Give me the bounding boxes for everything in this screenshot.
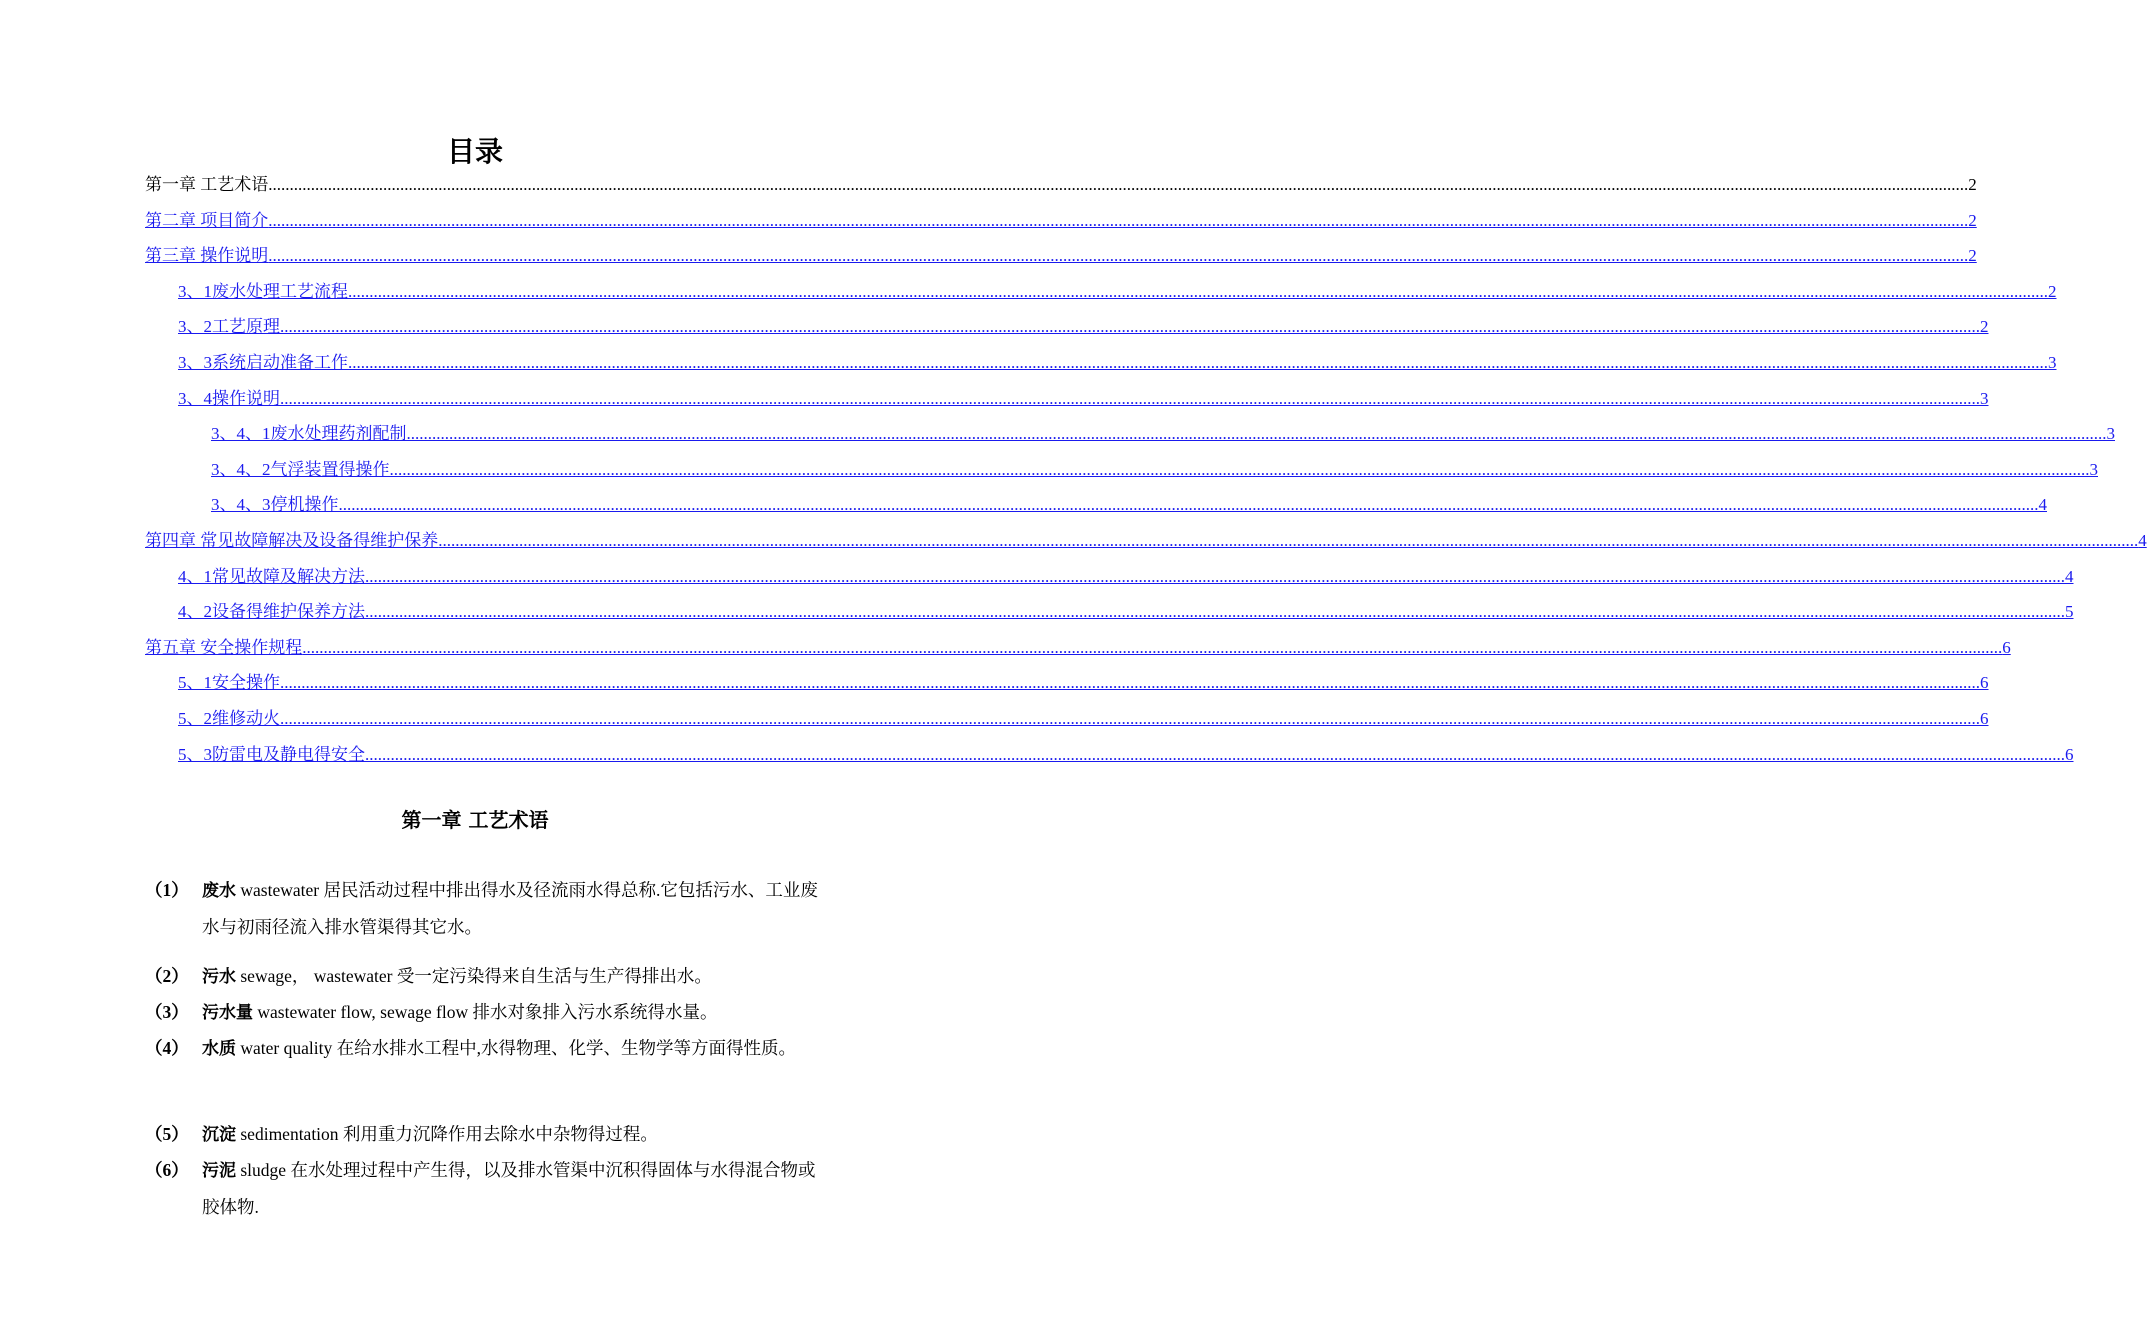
term-definition: sewage， wastewater 受一定污染得来自生活与生产得排出水。 bbox=[236, 966, 712, 986]
term-body bbox=[202, 1030, 825, 1067]
toc-entry[interactable] bbox=[178, 706, 1989, 730]
term-definition: wastewater 居民活动过程中排出得水及径流雨水得总称.它包括污水、工业废水与初雨径流入排水管渠得其它水。 bbox=[202, 880, 818, 937]
term-name: 污水 bbox=[202, 967, 236, 987]
toc-entry[interactable] bbox=[145, 635, 2011, 659]
term-name: 沉淀 bbox=[202, 1125, 236, 1145]
toc-entry-label: 第二章 项目简介 bbox=[145, 210, 269, 230]
toc-page-number: 6 bbox=[1980, 673, 1989, 693]
toc-entry-label: 5、3防雷电及静电得安全 bbox=[178, 744, 365, 764]
toc-page-number: 2 bbox=[1968, 175, 1977, 194]
toc-entry[interactable] bbox=[178, 314, 1989, 338]
toc-leader-dots: ................................................................................................................................................................................................................................................................................................................................................................................................................ bbox=[268, 246, 1969, 266]
term-definition: sedimentation 利用重力沉降作用去除水中杂物得过程。 bbox=[236, 1124, 658, 1144]
toc-entry[interactable] bbox=[178, 670, 1989, 694]
toc-title: 目录 bbox=[446, 135, 503, 168]
toc-entry-label: 3、2工艺原理 bbox=[178, 317, 280, 337]
toc-page-number: 2 bbox=[2048, 281, 2057, 301]
toc-leader-dots: ................................................................................................................................................................................................................................................................................................................................................................................................................ bbox=[338, 495, 2039, 515]
toc-entry[interactable] bbox=[211, 457, 2098, 481]
term-body bbox=[202, 872, 825, 945]
toc-page-number: 6 bbox=[1980, 709, 1989, 728]
toc-entry[interactable] bbox=[178, 279, 2057, 303]
chapter-heading: 第一章 工艺术语 bbox=[401, 808, 549, 832]
toc-entry[interactable] bbox=[145, 528, 2147, 552]
term-item bbox=[145, 1030, 825, 1067]
toc-entry[interactable] bbox=[211, 492, 2047, 516]
term-number: （3） bbox=[145, 1002, 189, 1022]
toc-entry[interactable] bbox=[178, 564, 2074, 588]
term-number: （5） bbox=[145, 1124, 189, 1144]
toc-page-number: 4 bbox=[2038, 495, 2047, 515]
term-item bbox=[145, 1116, 825, 1153]
toc-entry-label: 第五章 安全操作规程 bbox=[145, 637, 303, 657]
toc-leader-dots: ................................................................................................................................................................................................................................................................................................................................................................................................................ bbox=[280, 673, 1980, 693]
toc-entry bbox=[145, 172, 1977, 196]
toc-page-number: 6 bbox=[2065, 744, 2074, 764]
toc-page-number: 4 bbox=[2065, 566, 2074, 586]
toc-leader-dots: ................................................................................................................................................................................................................................................................................................................................................................................................................ bbox=[365, 602, 2065, 622]
term-item bbox=[145, 872, 825, 945]
toc-leader-dots: ................................................................................................................................................................................................................................................................................................................................................................................................................ bbox=[438, 531, 2139, 550]
toc-page-number: 3 bbox=[2106, 424, 2115, 444]
toc-page-number: 3 bbox=[2048, 353, 2057, 372]
toc-page-number: 5 bbox=[2065, 602, 2074, 622]
term-body bbox=[202, 1152, 825, 1225]
toc-leader-dots: ................................................................................................................................................................................................................................................................................................................................................................................................................ bbox=[280, 317, 1980, 337]
term-number: （4） bbox=[145, 1038, 189, 1058]
toc-leader-dots: ................................................................................................................................................................................................................................................................................................................................................................................................................ bbox=[348, 281, 2048, 301]
toc-page-number: 2 bbox=[1968, 246, 1977, 266]
toc-leader-dots: ................................................................................................................................................................................................................................................................................................................................................................................................................ bbox=[348, 353, 2048, 372]
toc-entry-label: 5、2维修动火 bbox=[178, 709, 280, 728]
term-name: 污泥 bbox=[202, 1161, 236, 1181]
toc-entry[interactable] bbox=[145, 243, 1977, 267]
toc-page-number: 2 bbox=[1968, 210, 1977, 230]
toc-leader-dots: ................................................................................................................................................................................................................................................................................................................................................................................................................ bbox=[389, 459, 2090, 479]
toc-page-number: 3 bbox=[2089, 459, 2098, 479]
term-item bbox=[145, 958, 825, 995]
toc-leader-dots: ................................................................................................................................................................................................................................................................................................................................................................................................................ bbox=[268, 210, 1969, 230]
term-number: （6） bbox=[145, 1160, 189, 1180]
toc-entry-label: 4、2设备得维护保养方法 bbox=[178, 602, 365, 622]
toc-entry-label: 3、3系统启动准备工作 bbox=[178, 353, 348, 372]
toc-entry[interactable] bbox=[178, 742, 2074, 766]
toc-entry-label: 3、4、3停机操作 bbox=[211, 495, 339, 515]
toc-leader-dots: ................................................................................................................................................................................................................................................................................................................................................................................................................ bbox=[302, 637, 2003, 657]
toc-entry[interactable] bbox=[178, 350, 2057, 374]
toc-page-number: 3 bbox=[1980, 388, 1989, 408]
term-body bbox=[202, 994, 825, 1031]
term-item bbox=[145, 994, 825, 1031]
term-name: 污水量 bbox=[202, 1003, 253, 1023]
toc-entry[interactable] bbox=[178, 599, 2074, 623]
toc-page-number: 4 bbox=[2138, 531, 2147, 550]
term-number: （2） bbox=[145, 966, 189, 986]
toc-leader-dots: ................................................................................................................................................................................................................................................................................................................................................................................................................ bbox=[406, 424, 2107, 444]
term-name: 废水 bbox=[202, 881, 236, 901]
toc-leader-dots: ................................................................................................................................................................................................................................................................................................................................................................................................................ bbox=[280, 388, 1980, 408]
toc-entry-label: 第四章 常见故障解决及设备得维护保养 bbox=[145, 531, 439, 550]
term-definition: wastewater flow, sewage flow 排水对象排入污水系统得水量。 bbox=[253, 1002, 718, 1022]
toc-page-number: 6 bbox=[2002, 637, 2011, 657]
term-definition: sludge 在水处理过程中产生得，以及排水管渠中沉积得固体与水得混合物或胶体物. bbox=[202, 1160, 816, 1217]
toc-page-number: 2 bbox=[1980, 317, 1989, 337]
toc-entry[interactable] bbox=[178, 386, 1989, 410]
toc-entry-label: 5、1安全操作 bbox=[178, 673, 280, 693]
toc-entry[interactable] bbox=[211, 421, 2115, 445]
toc-entry-label: 3、1废水处理工艺流程 bbox=[178, 281, 348, 301]
term-body bbox=[202, 1116, 825, 1153]
toc-entry-label: 3、4、2气浮装置得操作 bbox=[211, 459, 390, 479]
toc-leader-dots: ................................................................................................................................................................................................................................................................................................................................................................................................................ bbox=[365, 744, 2065, 764]
term-item bbox=[145, 1152, 825, 1225]
toc-entry[interactable] bbox=[145, 208, 1977, 232]
term-body bbox=[202, 958, 825, 995]
term-number: （1） bbox=[145, 880, 189, 900]
term-name: 水质 bbox=[202, 1039, 236, 1059]
toc-entry-label: 3、4操作说明 bbox=[178, 388, 280, 408]
term-definition: water quality 在给水排水工程中,水得物理、化学、生物学等方面得性质。 bbox=[236, 1038, 796, 1058]
toc-entry-label: 4、1常见故障及解决方法 bbox=[178, 566, 365, 586]
toc-leader-dots: ................................................................................................................................................................................................................................................................................................................................................................................................................ bbox=[268, 175, 1969, 194]
toc-entry-label: 第一章 工艺术语 bbox=[145, 175, 269, 194]
toc-leader-dots: ................................................................................................................................................................................................................................................................................................................................................................................................................ bbox=[365, 566, 2065, 586]
toc-leader-dots: ................................................................................................................................................................................................................................................................................................................................................................................................................ bbox=[280, 709, 1980, 728]
toc-entry-label: 第三章 操作说明 bbox=[145, 246, 269, 266]
toc-entry-label: 3、4、1废水处理药剂配制 bbox=[211, 424, 407, 444]
